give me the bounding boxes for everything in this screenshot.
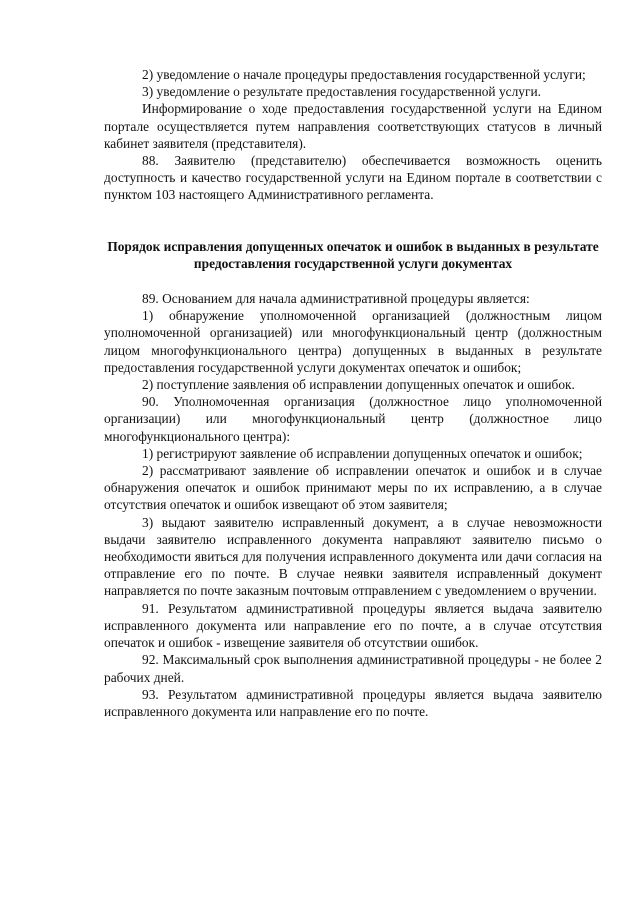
paragraph-90-item-2: 2) рассматривают заявление об исправлении опечаток и ошибок и в случае обнаружения опечаток и ошибок принимают меры по их исправлению, а в случае отсутствия опечаток и ошибок извещают об этом заявителя;: [104, 463, 602, 513]
paragraph-89: 89. Основанием для начала административной процедуры является:: [142, 291, 530, 307]
section-heading: Порядок исправления допущенных опечаток и ошибок в выданных в результате предоставления государственной услуги документах: [107, 238, 599, 271]
paragraph-notification-start: 2) уведомление о начале процедуры предоставления государственной услуги;: [142, 67, 586, 82]
paragraph-89-item-2: 2) поступление заявления об исправлении допущенных опечаток и ошибок.: [142, 377, 575, 393]
paragraph-90-item-1: 1) регистрируют заявление об исправлении допущенных опечаток и ошибок;: [142, 445, 583, 461]
paragraph-91: 91. Результатом административной процедуры является выдача заявителю исправленного документа или направление его по почте, а в случае отсутствия опечаток и ошибок - извещение заявителя об отсутствии ошибок.: [104, 600, 602, 651]
paragraph-93: 93. Результатом административной процедуры является выдача заявителю исправленного документа или направление его по почте.: [104, 686, 602, 719]
document-page: [104, 66, 602, 720]
paragraph-informing: Информирование о ходе предоставления государственной услуги на Едином портале осуществляется путем направления соответствующих статусов в личный кабинет заявителя (представителя).: [104, 101, 602, 151]
paragraph-notification-result: 3) уведомление о результате предоставления государственной услуги.: [142, 84, 541, 100]
paragraph-90-item-3: 3) выдают заявителю исправленный документ, а в случае невозможности выдачи заявителю исправленного документа направляют заявителю письмо о необходимости явиться для получения исправленного документа или дачи согласия на отправление его по почте. В случае неявки заявителя исправленный документ направляется по почте заказным почтовым отправлением с уведомлением о вручении.: [104, 514, 602, 599]
paragraph-88: 88. Заявителю (представителю) обеспечивается возможность оценить доступность и качество государственной услуги на Едином портале в соответствии с пунктом 103 настоящего Административного регламента.: [104, 153, 602, 203]
paragraph-90: 90. Уполномоченная организация (должностное лицо уполномоченной организации) или многофункциональный центр (должностное лицо многофункционального центра):: [104, 394, 602, 444]
paragraph-89-item-1: 1) обнаружение уполномоченной организацией (должностным лицом уполномоченной организацией) или многофункциональный центр (должностным лицом многофункционального центра) допущенных в выданных в результате предоставления государственной услуги документах опечаток и ошибок;: [104, 308, 602, 375]
paragraph-92: 92. Максимальный срок выполнения административной процедуры - не более 2 рабочих дней.: [104, 652, 602, 685]
